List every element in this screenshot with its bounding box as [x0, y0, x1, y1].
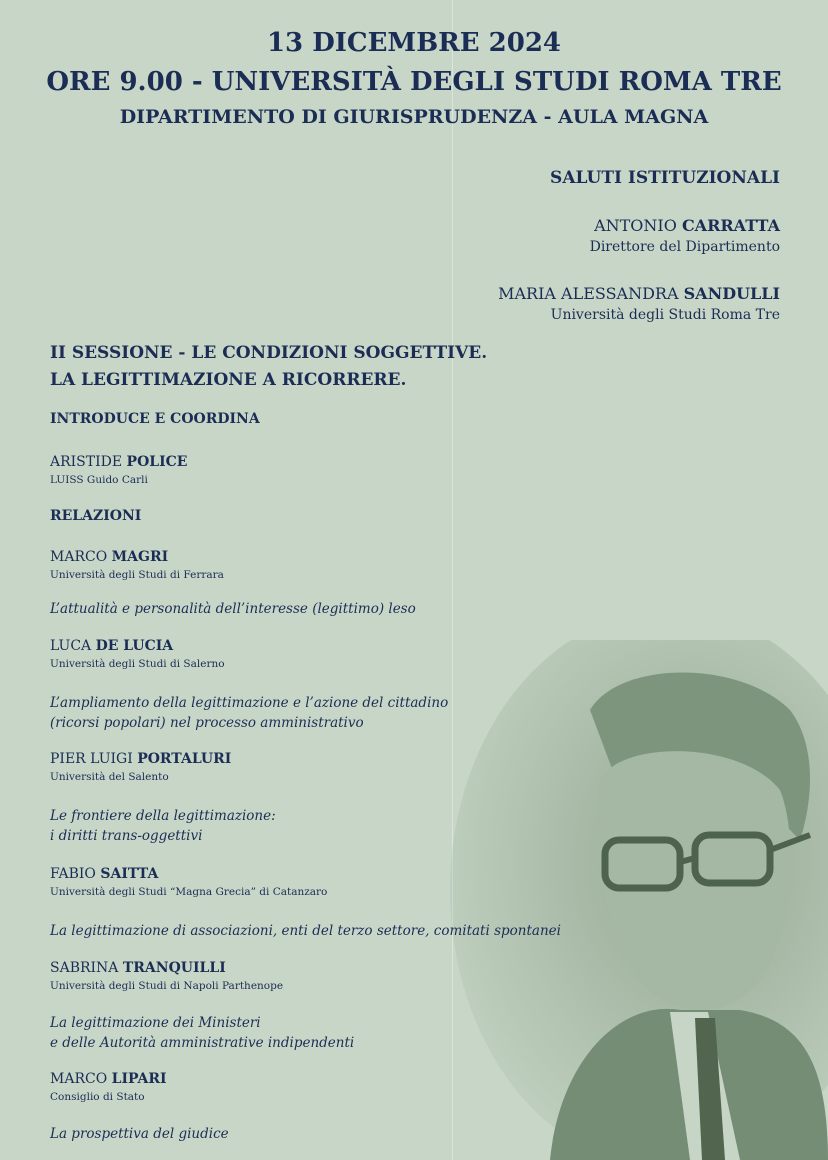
- speaker-affiliation: Università degli Studi “Magna Grecia” di Catanzaro: [50, 886, 328, 898]
- talk-title: Le frontiere della legittimazione: i diritti trans-oggettivi: [50, 808, 276, 844]
- speaker-affiliation: Università del Salento: [50, 771, 169, 783]
- speaker-name: FABIO SAITTA: [50, 866, 159, 882]
- chair-name: ARISTIDE POLICE: [50, 454, 188, 470]
- talk-title: La legittimazione di associazioni, enti del terzo settore, comitati spontanei: [50, 923, 561, 939]
- talk-title: La legittimazione dei Ministeri e delle Autorità amministrative indipendenti: [50, 1015, 355, 1051]
- talk-title: L’ampliamento della legittimazione e l’azione del cittadino (ricorsi popolari) nel processo amministrativo: [50, 695, 449, 731]
- speaker-affiliation: Università degli Studi di Salerno: [50, 658, 225, 670]
- chair: [50, 454, 187, 486]
- speaker: [50, 1071, 167, 1103]
- speaker-name: MARIA ALESSANDRA SANDULLI: [498, 284, 780, 303]
- event-header: [0, 24, 828, 132]
- speaker-name: ANTONIO CARRATTA: [594, 216, 780, 235]
- speaker: [50, 638, 225, 670]
- speaker: [50, 866, 327, 898]
- speaker-name: MARCO LIPARI: [50, 1071, 167, 1087]
- speaker-affiliation: Università degli Studi di Ferrara: [50, 569, 224, 581]
- speaker-affiliation: Università degli Studi di Napoli Parthenope: [50, 980, 284, 992]
- speaker: [50, 549, 224, 581]
- event-date: 13 DICEMBRE 2024: [266, 28, 562, 58]
- talk-title: La prospettiva del giudice: [50, 1126, 229, 1142]
- greetings-title: SALUTI ISTITUZIONALI: [550, 168, 780, 188]
- speaker: [50, 751, 231, 783]
- session-title: II SESSIONE - LE CONDIZIONI SOGGETTIVE. LA LEGITTIMAZIONE A RICORRERE.: [50, 343, 488, 390]
- event-venue: ORE 9.00 - UNIVERSITÀ DEGLI STUDI ROMA TRE: [46, 67, 782, 97]
- speaker-name: MARCO MAGRI: [50, 549, 169, 565]
- portrait-photo: [440, 640, 828, 1160]
- intro-label: INTRODUCE E COORDINA: [50, 411, 260, 427]
- speaker: [50, 960, 283, 992]
- speaker-affiliation: Consiglio di Stato: [50, 1091, 145, 1103]
- event-room: DIPARTIMENTO DI GIURISPRUDENZA - AULA MAGNA: [119, 106, 709, 128]
- reports-label: RELAZIONI: [50, 508, 142, 524]
- greeting-speaker: [498, 284, 780, 323]
- speaker-name: LUCA DE LUCIA: [50, 638, 174, 654]
- chair-affiliation: LUISS Guido Carli: [50, 474, 148, 486]
- greeting-speaker: [590, 216, 780, 255]
- speaker-affiliation: Università degli Studi Roma Tre: [550, 307, 780, 323]
- speaker-name: SABRINA TRANQUILLI: [50, 960, 226, 976]
- speaker-name: PIER LUIGI PORTALURI: [50, 751, 232, 767]
- speaker-affiliation: Direttore del Dipartimento: [589, 239, 780, 255]
- talk-title: L’attualità e personalità dell’interesse (legittimo) leso: [50, 601, 416, 617]
